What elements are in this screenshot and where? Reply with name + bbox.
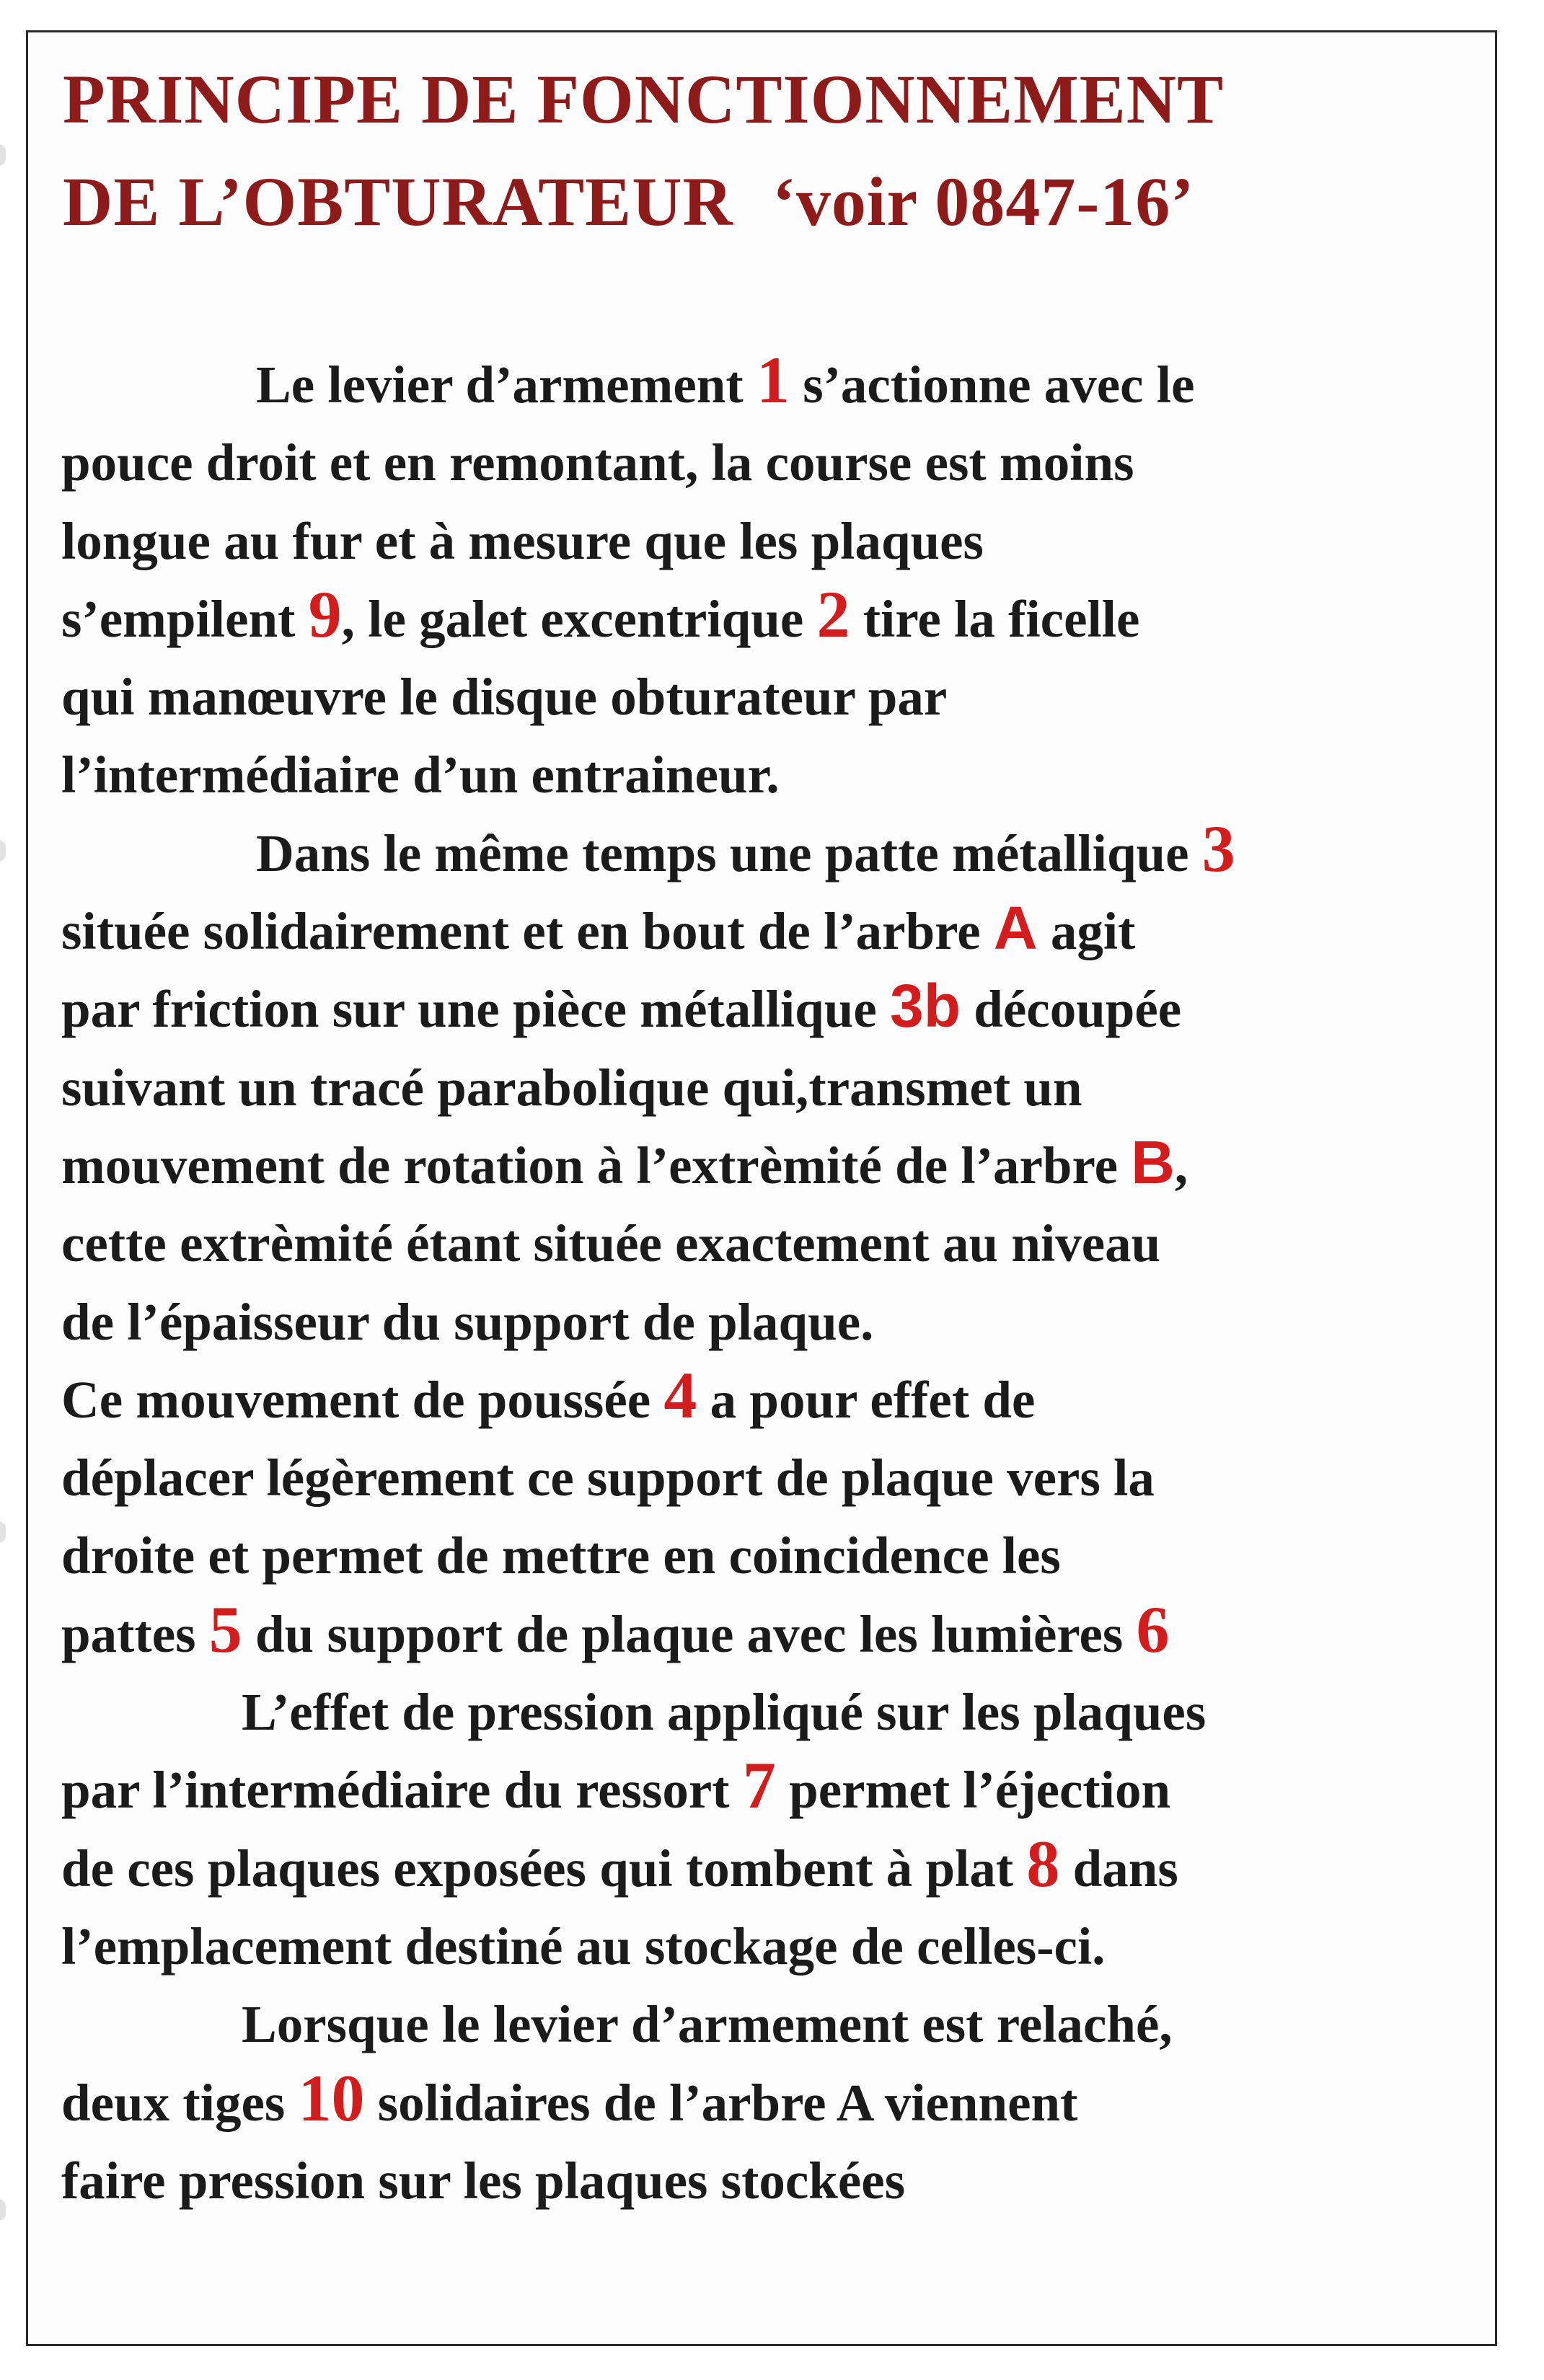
title-reference: ‘voir 0847-16’ <box>772 163 1195 240</box>
paragraph-2-line-3 <box>61 970 1489 1048</box>
title-main: DE L’OBTURATEUR <box>63 163 733 240</box>
text-run: mouvement de rotation à l’extrèmité de l’arbre <box>61 1136 1131 1195</box>
binder-hole-top <box>0 144 6 166</box>
paragraph-1-line-4 <box>61 577 1489 658</box>
binder-hole-lower-middle <box>0 1521 6 1543</box>
body-text <box>61 343 1489 2220</box>
text-run: solidaires de l’arbre A viennent <box>364 2073 1078 2132</box>
page-frame <box>26 30 1497 2346</box>
paragraph-4-line-1: L’effet de pression appliqué sur les plaques <box>242 1683 1206 1742</box>
binder-hole-bottom <box>0 2199 6 2221</box>
title-line-1: PRINCIPE DE FONCTIONNEMENT <box>63 61 1225 138</box>
title-block <box>63 48 1476 253</box>
paragraph-3-line-2: déplacer légèrement ce support de plaque vers la <box>61 1448 1155 1508</box>
text-run: s’actionne avec le <box>789 355 1195 414</box>
paragraph-2-line-5 <box>61 1127 1489 1205</box>
paragraph-1-line-5: qui manœuvre le disque obturateur par <box>61 668 948 727</box>
marker-8: 8 <box>1026 1826 1060 1901</box>
marker-6: 6 <box>1136 1592 1170 1666</box>
marker-3: 3 <box>1201 811 1235 885</box>
marker-2: 2 <box>816 577 850 651</box>
paragraph-5-line-2 <box>61 2061 1489 2142</box>
marker-9: 9 <box>308 577 342 651</box>
marker-10: 10 <box>298 2061 365 2135</box>
text-run: de ces plaques exposées qui tombent à plat <box>61 1839 1027 1898</box>
paragraph-1-line-6: l’intermédiaire d’un entraineur. <box>61 746 780 805</box>
paragraph-1-line-2: pouce droit et en remontant, la course est moins <box>61 433 1134 492</box>
text-run: pattes <box>61 1604 209 1663</box>
text-run: découpée <box>961 980 1182 1039</box>
title-line-2 <box>63 151 1476 253</box>
paragraph-2-line-2 <box>61 893 1489 970</box>
paragraph-2-line-4: suivant un tracé parabolique qui,transmet un <box>61 1058 1082 1117</box>
text-run: s’empilent <box>61 589 309 648</box>
paragraph-2-line-1 <box>61 811 1489 893</box>
text-run: , <box>1174 1136 1188 1195</box>
paragraph-2-line-6: cette extrèmité étant située exactement au niveau <box>61 1214 1161 1273</box>
paragraph-4-line-2 <box>61 1748 1489 1829</box>
text-run: Ce mouvement de poussée <box>61 1370 664 1429</box>
marker-B: B <box>1131 1128 1175 1196</box>
text-run: par friction sur une pièce métallique <box>61 980 891 1039</box>
text-run: deux tiges <box>61 2073 299 2132</box>
text-run: du support de plaque avec les lumières <box>242 1604 1137 1663</box>
paragraph-2-line-7: de l’épaisseur du support de plaque. <box>61 1292 874 1351</box>
paragraph-3-line-4 <box>61 1592 1489 1673</box>
text-run: a pour effet de <box>697 1370 1036 1429</box>
paragraph-3-line-3: droite et permet de mettre en coincidence les <box>61 1526 1061 1585</box>
text-run: , le galet excentrique <box>341 589 817 648</box>
text-run: Le levier d’armement <box>256 355 756 414</box>
marker-7: 7 <box>742 1748 776 1823</box>
binder-hole-upper-middle <box>0 840 6 862</box>
text-run: Dans le même temps une patte métallique <box>256 823 1202 882</box>
paragraph-5-line-1: Lorsque le levier d’armement est relaché, <box>242 1995 1173 2054</box>
text-run: agit <box>1037 902 1136 961</box>
paragraph-4-line-4: l’emplacement destiné au stockage de celles-ci. <box>61 1916 1106 1976</box>
text-run: par l’intermédiaire du ressort <box>61 1761 743 1820</box>
text-run: dans <box>1059 1839 1178 1898</box>
marker-A: A <box>993 894 1038 963</box>
marker-1: 1 <box>756 343 790 417</box>
paragraph-4-line-3 <box>61 1826 1489 1908</box>
paragraph-1-line-3: longue au fur et à mesure que les plaques <box>61 511 984 570</box>
marker-4: 4 <box>663 1358 697 1432</box>
paragraph-3-line-1 <box>61 1358 1489 1439</box>
text-run: tire la ficelle <box>850 589 1140 648</box>
paragraph-5-line-3: faire pression sur les plaques stockées <box>61 2151 906 2210</box>
paragraph-1-line-1 <box>61 343 1489 424</box>
marker-3b: 3b <box>890 972 961 1040</box>
text-run: située solidairement et en bout de l’arbre <box>61 902 994 961</box>
text-run: permet l’éjection <box>775 1761 1171 1820</box>
marker-5: 5 <box>208 1592 242 1666</box>
